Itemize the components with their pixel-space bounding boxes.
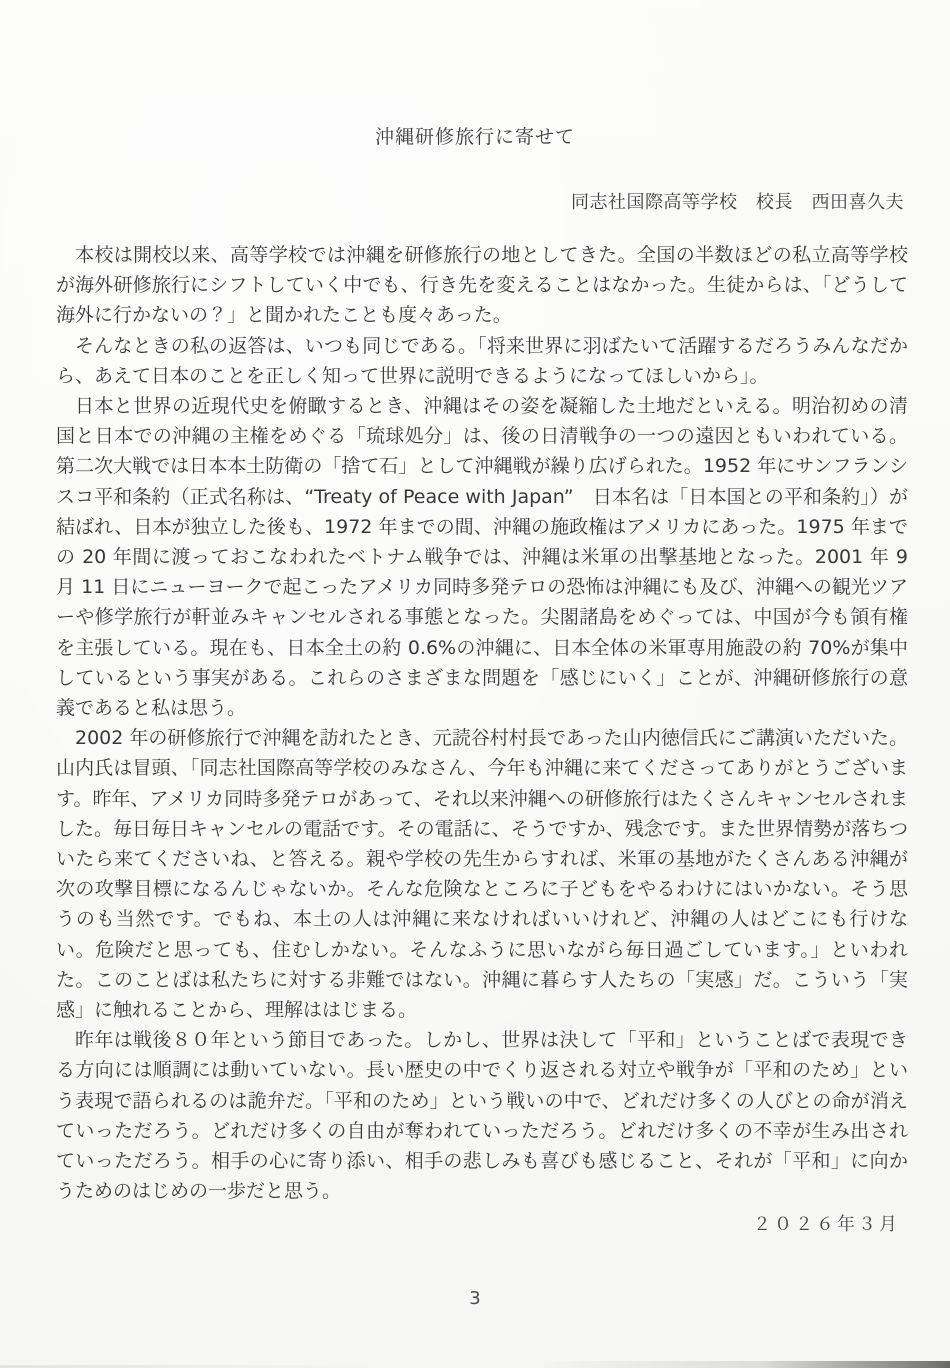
document-title: 沖縄研修旅行に寄せて xyxy=(374,126,575,148)
paragraph-2: そんなときの私の返答は、いつも同じである。「将来世界に羽ばたいて活躍するだろうみんなだから、あえて日本のことを正しく知って世界に説明できるようになってほしいから」。 xyxy=(56,334,908,387)
page-number: 3 xyxy=(469,1288,481,1309)
paragraph-5: 昨年は戦後８０年という節目であった。しかし、世界は決して「平和」ということばで表現できる方向には順調には動いていない。長い歴史の中でくり返される対立や戦争が「平和のため」という表現で語られるのは詭弁だ。「平和のため」という戦いの中で、どれだけ多くの人びとの命が消えていっただろう。どれだけ多くの自由が奪われていっただろう。どれだけ多くの不幸が生み出されていっただろう。相手の心に寄り添い、相手の悲しみも喜びも感じること、それが「平和」に向かうためのはじめの一歩だと思う。 xyxy=(56,1029,908,1203)
document-date: ２０２６年３月 xyxy=(753,1214,900,1235)
scan-artifact-corner-smudge xyxy=(530,1361,950,1368)
paragraph-1: 本校は開校以来、高等学校では沖縄を研修旅行の地としてきた。全国の半数ほどの私立高等学校が海外研修旅行にシフトしていく中でも、行き先を変えることはなかった。生徒からは、「どうして海外に行かないの？」と聞かれたことも度々あった。 xyxy=(56,244,908,327)
paragraph-3: 日本と世界の近現代史を俯瞰するとき、沖縄はその姿を凝縮した土地だといえる。明治初めの清国と日本での沖縄の主権をめぐる「琉球処分」は、後の日清戦争の一つの遠因ともいわれている。第二次大戦では日本本土防衛の「捨て石」として沖縄戦が繰り広げられた。1952 年にサンフランシスコ平和条約（正式名称は、“Treaty of Peace with Japan” 日本名は「日本国との平和条約」）が結ばれ、日本が独立した後も、1972 年までの間、沖縄の施政権はアメリカにあった。1975 年までの 20 年間に渡っておこなわれたベトナム戦争では、沖縄は米軍の出撃基地となった。2001 年 9 月 11 日にニューヨークで起こったアメリカ同時多発テロの恐怖は沖縄にも及び、沖縄への観光ツアーや修学旅行が軒並みキャンセルされる事態となった。尖閣諸島をめぐっては、中国が今も領有権を主張している。現在も、日本全土の約 0.6%の沖縄に、日本全体の米軍専用施設の約 70%が集中しているという事実がある。これらのさまざまな問題を「感じにいく」ことが、沖縄研修旅行の意義であると私は思う。 xyxy=(56,395,908,720)
document-body xyxy=(56,240,908,1207)
author-byline: 同志社国際高等学校 校長 西田喜久夫 xyxy=(571,192,904,213)
paragraph-4: 2002 年の研修旅行で沖縄を訪れたとき、元読谷村村長であった山内徳信氏にご講演いただいた。山内氏は冒頭、「同志社国際高等学校のみなさん、今年も沖縄に来てくださってありがとうございます。昨年、アメリカ同時多発テロがあって、それ以来沖縄への研修旅行はたくさんキャンセルされました。毎日毎日キャンセルの電話です。その電話に、そうですか、残念です。また世界情勢が落ちついたら来てくださいね、と答える。親や学校の先生からすれば、米軍の基地がたくさんある沖縄が次の攻撃目標になるんじゃないか。そんな危険なところに子どもをやるわけにはいかない。そう思うのも当然です。でもね、本土の人は沖縄に来なければいいけれど、沖縄の人はどこにも行けない。危険だと思っても、住むしかない。そんなふうに思いながら毎日過ごしています。」といわれた。このことばは私たちに対する非難ではない。沖縄に暮らす人たちの「実感」だ。こういう「実感」に触れることから、理解ははじまる。 xyxy=(56,727,908,1022)
